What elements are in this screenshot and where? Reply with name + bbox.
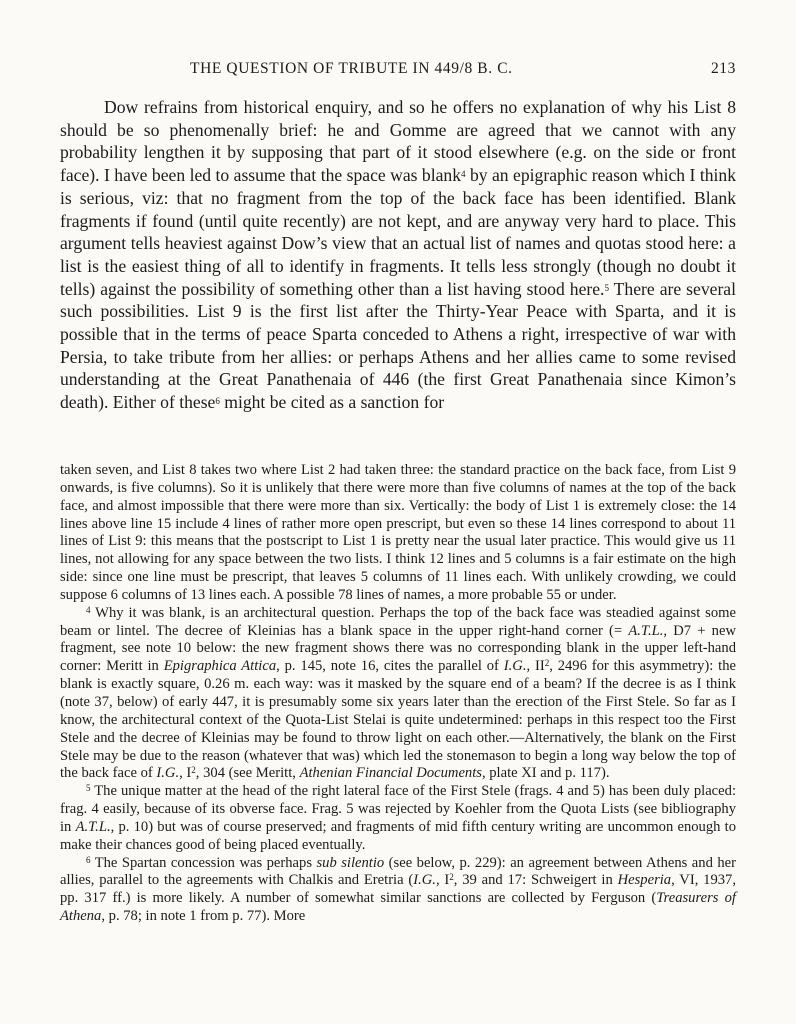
running-title: THE QUESTION OF TRIBUTE IN 449/8 B. C. — [190, 60, 513, 77]
page-number: 213 — [710, 60, 736, 77]
footnote-5: $^5$ The unique matter at the head of the right lateral face of the First Stele (frags. 4 and 5) has been duly placed: frag. 4 easily, because of its obverse face. Frag. 5 was rejected by Koehler from the Quota Lists (see bibliography in A.T.L., p. 10) but was of course preserved; and fragments of mid fifth century writing are uncommon enough to make their chances good of being placed eventually. — [60, 783, 736, 853]
footnote-ref-4: 4 — [461, 169, 466, 180]
footnotes — [60, 462, 736, 926]
footnote-number: 5 — [86, 783, 91, 794]
footnote-number: 4 — [86, 604, 91, 615]
footnote-ref-5: 5 — [604, 282, 609, 293]
main-text — [60, 96, 736, 414]
footnote-ref-6: 6 — [215, 396, 220, 407]
footnote-continued: taken seven, and List 8 takes two where List 2 had taken three: the standard practice on the back face, from List 9 onwards, is five columns). So it is unlikely that there were more than five columns of names at the top of the back face, and almost impossible that there were more than six. Vertically: the body of List 1 is extremely close: the 14 lines above line 15 include 4 lines of rather more open prescript, but even so these 14 lines correspond to about 11 lines of List 9: this means that the postscript to List 1 is pretty near the usual later practice. This would give us 11 lines, not allowing for any space between the two lists. I think 12 lines and 5 columns is a fair estimate on the high side: since one line must be prescript, that leaves 5 columns of 11 lines each. With unlikely crowding, we could suppose 6 columns of 13 lines each. A possible 78 lines of names, a more probable 55 or under. — [60, 462, 736, 603]
footnote-4: $^4$ Why it was blank, is an architectural question. Perhaps the top of the back face was steadied against some beam or lintel. The decree of Kleinias has a blank space in the upper right-hand corner (= A.T.L., D7 + new fragment, see note 10 below: the new fragment shows there was no corresponding blank in the upper left-hand corner: Meritt in Epigraphica Attica, p. 145, note 16, cites the parallel of I.G., $II^2$, 2496 for this asymmetry): the blank is exactly square, 0.26 m. each way: was it masked by the square end of a beam? If the decree is as I think (note 37, below) of early 447, it is presumably some six years later than the erection of the First Stele. So far as I know, the architectural context of the Quota-List Stelai is quite undetermined: perhaps in this respect too the First Stele and the decree of Kleinias may be found to throw light on each other.—Alternatively, the blank on the First Stele may be due to the reason (whatever that was) which led the stonemason to begin a long way below the top of the back face of I.G., $I^2$, 304 (see Meritt, Athenian Financial Documents, plate XI and p. 117). — [60, 604, 736, 782]
footnote-6: $^6$ The Spartan concession was perhaps sub silentio (see below, p. 229): an agreement between Athens and her allies, parallel to the agreements with Chalkis and Eretria (I.G., $I^2$, 39 and 17: Schweigert in Hesperia, VI, 1937, pp. 317 ff.) is more likely. A number of somewhat similar sanctions are collected by Ferguson (Treasurers of Athena, p. 78; in note 1 from p. 77). More — [60, 854, 736, 925]
running-header — [60, 60, 736, 84]
footnote-number: 6 — [86, 854, 91, 865]
body-paragraph: Dow refrains from historical enquiry, and so he offers no explanation of why his List 8 should be so phenomenally brief: he and Gomme are agreed that we cannot with any probability lengthen it by supposing that part of it stood elsewhere (e.g. on the side or front face). I have been led to assume that the space was blank$^4$ by an epigraphic reason which I think is serious, viz: that no fragment from the top of the back face has been identified. Blank fragments if found (until quite recently) are not kept, and are anyway very hard to place. This argument tells heaviest against Dow’s view that an actual list of names and quotas stood here: a list is the easiest thing of all to identify in fragments. It tells less strongly (though no doubt it tells) against the possibility of something other than a list having stood here.$^5$ There are several such possibilities. List 9 is the first list after the Thirty-Year Peace with Sparta, and it is possible that in the terms of peace Sparta conceded to Athens a right, irrespective of war with Persia, to take tribute from her allies: or perhaps Athens and her allies came to some revised understanding at the Great Panathenaia of 446 (the first Great Panathenaia since Kimon’s death). Either of these$^6$ might be cited as a sanction for — [60, 97, 737, 413]
